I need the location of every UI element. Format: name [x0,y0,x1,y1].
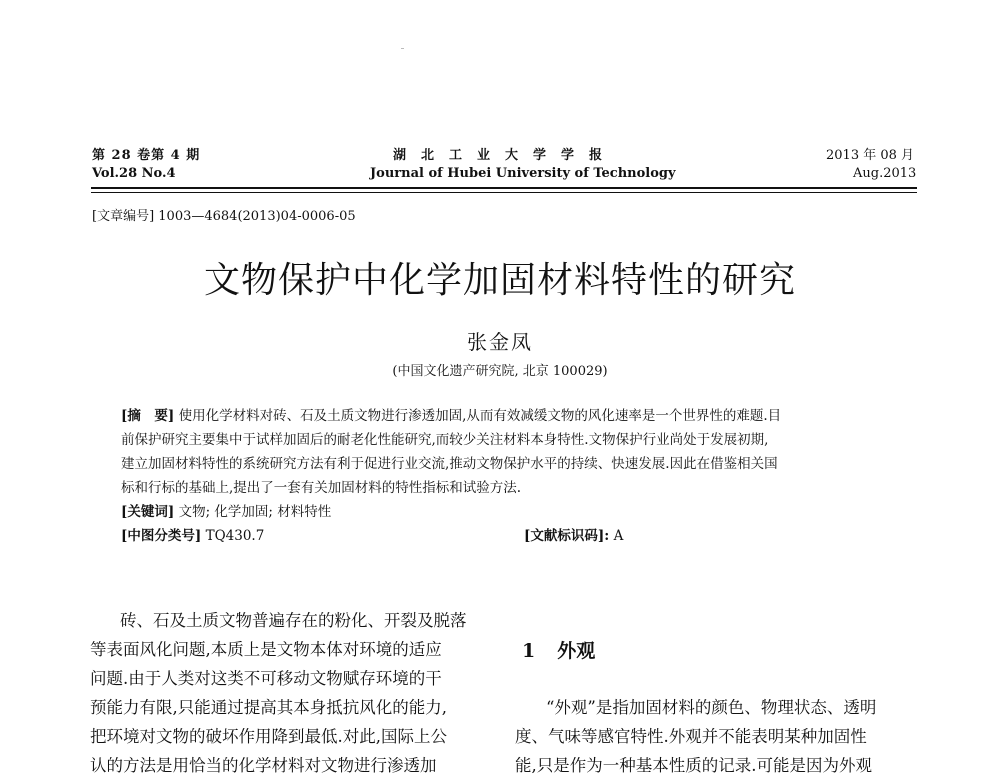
body-left-line-5: 把环境对文物的破坏作用降到最低.对此,国际上公 [90,727,447,746]
body-left-line-2: 等表面风化问题,本质上是文物本体对环境的适应 [90,640,442,659]
body-left-line-3: 问题.由于人类对这类不可移动文物赋存环境的干 [90,669,442,688]
scan-speck [401,48,404,49]
clc-label: [中图分类号] [121,528,202,544]
author: 张金凤 [467,330,533,354]
date-en: Aug.2013 [853,166,917,181]
keywords-label: [关键词] [121,504,175,520]
paper-title: 文物保护中化学加固材料特性的研究 [203,260,796,301]
abstract-line-2: 前保护研究主要集中于试样加固后的耐老化性能研究,而较少关注材料本身特性.文物保护行业尚处于发展初期, [121,432,769,448]
clc-text: TQ430.7 [205,528,265,544]
keywords [121,500,331,524]
body-right-line-2: 度、气味等感官特性.外观并不能表明某种加固性 [515,727,867,746]
issue-en: Vol.28 No.4 [92,166,176,181]
header-rule-thick [91,187,917,189]
abstract-line-1: [摘 要] 使用化学材料对砖、石及土质文物进行渗透加固,从而有效减缓文物的风化速率是一个世界性的难题.目 [121,408,782,424]
abstract-line-4: 标和行标的基础上,提出了一套有关加固材料的特性指标和试验方法. [121,480,522,496]
article-id: [文章编号] 1003—4684(2013)04-0006-05 [92,209,356,224]
abstract-line-3: 建立加固材料特性的系统研究方法有利于促进行业交流,推动文物保护水平的持续、快速发展.因此在借鉴相关国 [121,456,778,472]
body-left-line-4: 预能力有限,只能通过提高其本身抵抗风化的能力, [90,698,447,717]
journal-title-en: Journal of Hubei University of Technology [370,166,676,181]
header-rule-thin [91,192,917,193]
date-cn: 2013 年 08 月 [826,148,915,163]
section-number: 1 [522,640,536,662]
body-left-line-6: 认的方法是用恰当的化学材料对文物进行渗透加 [90,756,437,775]
abstract-label: [摘 要] [121,408,175,424]
document-code [524,524,623,548]
issue-cn: 第 28 卷第 4 期 [92,148,201,163]
doc-code-label: [文献标识码]: [524,528,610,544]
journal-title-cn: 湖北工业大学学报 [393,148,618,163]
affiliation: (中国文化遗产研究院, 北京 100029) [392,364,608,379]
body-right-line-3: 能,只是作为一种基本性质的记录.可能是因为外观 [515,756,872,775]
clc-number [121,524,264,548]
section-heading [522,636,595,663]
doc-code-text: A [613,528,624,544]
body-left-line-1: 砖、石及土质文物普遍存在的粉化、开裂及脱落 [120,611,467,630]
section-title: 外观 [557,640,596,662]
keywords-text: 文物; 化学加固; 材料特性 [178,504,332,520]
body-right-line-1: “外观”是指加固材料的颜色、物理状态、透明 [546,698,877,717]
